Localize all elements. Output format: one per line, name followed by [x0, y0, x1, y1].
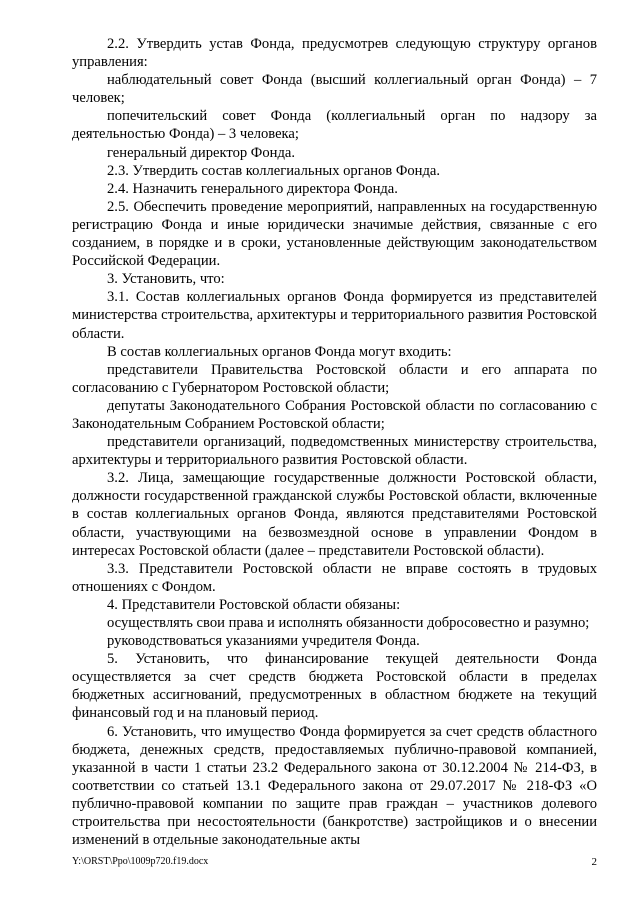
paragraph: 6. Установить, что имущество Фонда формируется за счет средств областного бюджета, денежных средств, предоставляемых публично-правовой компанией, указанной в части 1 статьи 23.2 Федерального закона от 30.12.2004 № 214-ФЗ, в соответствии со статьей 13.1 Федерального закона от 29.07.2017 № 218-ФЗ «О публично-правовой компании по защите прав граждан – участников долевого строительства при несостоятельности (банкротстве) застройщиков и о внесении изменений в отдельные законодательные акты: [72, 723, 597, 849]
paragraph: наблюдательный совет Фонда (высший коллегиальный орган Фонда) – 7 человек;: [72, 72, 597, 107]
paragraph: 5. Установить, что финансирование текущей деятельности Фонда осуществляется за счет средств бюджета Ростовской области в пределах бюджетных ассигнований, предусмотренных в областном бюджете на текущий финансовый год и на плановый период.: [72, 651, 597, 722]
page-number: 2: [591, 856, 597, 868]
paragraph: попечительский совет Фонда (коллегиальный орган по надзору за деятельностью Фонда) – 3 человека;: [72, 108, 597, 143]
paragraph: депутаты Законодательного Собрания Ростовской области по согласованию с Законодательным Собранием Ростовской области;: [72, 397, 597, 432]
paragraph: 2.3. Утвердить состав коллегиальных органов Фонда.: [107, 162, 441, 179]
paragraph: осуществлять свои права и исполнять обязанности добросовестно и разумно;: [107, 615, 590, 631]
paragraph: представители организаций, подведомственных министерству строительства, архитектуры и территориального развития Ростовской области.: [72, 434, 597, 469]
paragraph: 3.1. Состав коллегиальных органов Фонда формируется из представителей министерства строительства, архитектуры и территориального развития Ростовской области.: [72, 289, 597, 342]
paragraph: 2.4. Назначить генерального директора Фонда.: [107, 180, 398, 197]
document-body: [72, 35, 597, 849]
paragraph: представители Правительства Ростовской области и его аппарата по согласованию с Губернатором Ростовской области;: [72, 361, 597, 396]
paragraph: генеральный директор Фонда.: [107, 144, 295, 161]
paragraph: 2.5. Обеспечить проведение мероприятий, направленных на государственную регистрацию Фонда и иные юридически значимые действия, связанные с его созданием, в порядке и в сроки, установленные действующим законодательством Российской Федерации.: [72, 198, 597, 270]
paragraph: 4. Представители Ростовской области обязаны:: [107, 596, 401, 613]
file-path: Y:\ORST\Ppo\1009p720.f19.docx: [72, 856, 209, 867]
paragraph: 3. Установить, что:: [107, 271, 225, 288]
paragraph: 3.2. Лица, замещающие государственные должности Ростовской области, должности государственной гражданской службы Ростовской области, включенные в состав коллегиальных органов Фонда, являются представителями Ростовской области, участвующими на безвозмездной основе в управлении Фондом в интересах Ростовской области (далее – представители Ростовской области).: [72, 470, 597, 559]
paragraph: 2.2. Утвердить устав Фонда, предусмотрев следующую структуру органов управления:: [72, 36, 597, 71]
paragraph: В состав коллегиальных органов Фонда могут входить:: [107, 343, 452, 360]
paragraph: руководствоваться указаниями учредителя Фонда.: [107, 633, 420, 650]
paragraph: 3.3. Представители Ростовской области не вправе состоять в трудовых отношениях с Фондом.: [72, 560, 597, 595]
